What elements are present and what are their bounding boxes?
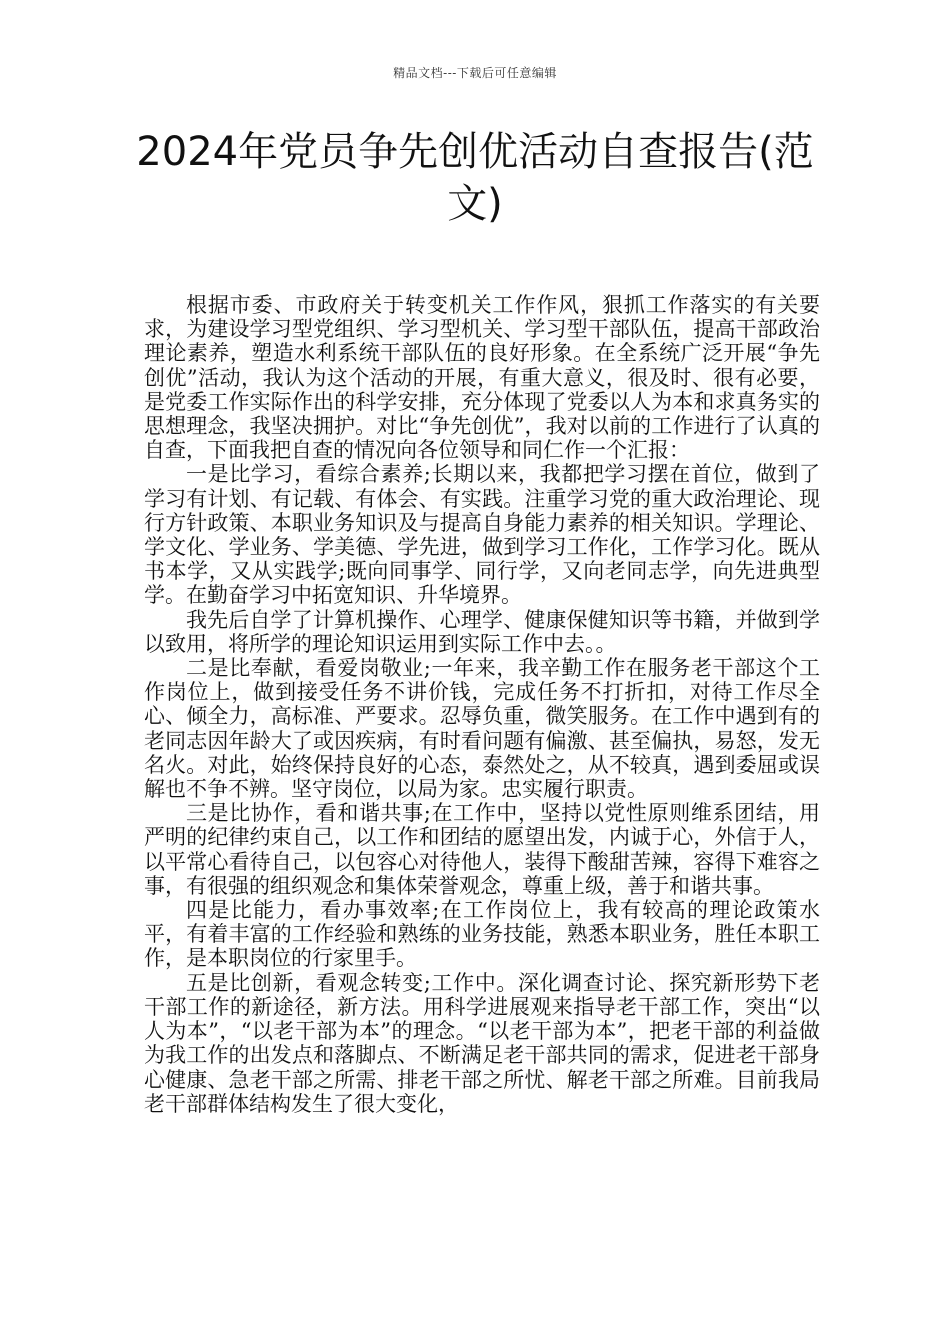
paragraph-innovation: 五是比创新，看观念转变;工作中。深化调查讨论、探究新形势下老干部工作的新途径，新方法。用科学进展观来指导老干部工作，突出“以人为本”，“以老干部为本”的理念。“以老干部为本”，把老干部的利益做为我工作的出发点和落脚点、不断满足老干部共同的需求，促进老干部身心健康、急老干部之所需、排老干部之所忧、解老干部之所难。目前我局老干部群体结构发生了很大变化， [144,970,820,1116]
paragraph-cooperation: 三是比协作，看和谐共事;在工作中，坚持以党性原则维系团结，用严明的纪律约束自己，以工作和团结的愿望出发，内诚于心，外信于人，以平常心看待自己，以包容心对待他人，装得下酸甜苦辣，容得下难容之事，有很强的组织观念和集体荣誉观念，尊重上级，善于和谐共事。 [144,801,820,898]
paragraph-study: 一是比学习，看综合素养;长期以来，我都把学习摆在首位，做到了学习有计划、有记载、有体会、有实践。注重学习党的重大政治理论、现行方针政策、本职业务知识及与提高自身能力素养的相关知识。学理论、学文化、学业务、学美德、学先进，做到学习工作化，工作学习化。既从书本学，又从实践学;既向同事学、同行学，又向老同志学，向先进典型学。在勤奋学习中拓宽知识、升华境界。 [144,462,820,608]
document-title: 2024年党员争先创优活动自查报告(范文) [136,129,814,227]
paragraph-self-study: 我先后自学了计算机操作、心理学、健康保健知识等书籍，并做到学以致用，将所学的理论知识运用到实际工作中去。。 [144,607,820,656]
paragraph-ability: 四是比能力，看办事效率;在工作岗位上，我有较高的理论政策水平，有着丰富的工作经验和熟练的业务技能，熟悉本职业务，胜任本职工作，是本职岗位的行家里手。 [144,898,820,971]
page-header: 精品文档---下载后可任意编辑 [393,66,557,80]
paragraph-dedication: 二是比奉献，看爱岗敬业;一年来，我辛勤工作在服务老干部这个工作岗位上，做到接受任务不讲价钱，完成任务不打折扣，对待工作尽全心、倾全力，高标准、严要求。忍辱负重，微笑服务。在工作中遇到有的老同志因年龄大了或因疾病，有时看问题有偏激、甚至偏执，易怒，发无名火。对此，始终保持良好的心态，泰然处之，从不较真，遇到委屈或误解也不争不辨。坚守岗位，以局为家。忠实履行职责。 [144,656,820,802]
document-body [144,293,820,1116]
paragraph-intro: 根据市委、市政府关于转变机关工作作风，狠抓工作落实的有关要求，为建设学习型党组织、学习型机关、学习型干部队伍，提高干部政治理论素养，塑造水利系统干部队伍的良好形象。在全系统广泛开展“争先创优”活动，我认为这个活动的开展，有重大意义，很及时、很有必要，是党委工作实际作出的科学安排，充分体现了党委以人为本和求真务实的思想理念，我坚决拥护。对比“争先创优”，我对以前的工作进行了认真的自查，下面我把自查的情况向各位领导和同仁作一个汇报： [144,293,820,463]
